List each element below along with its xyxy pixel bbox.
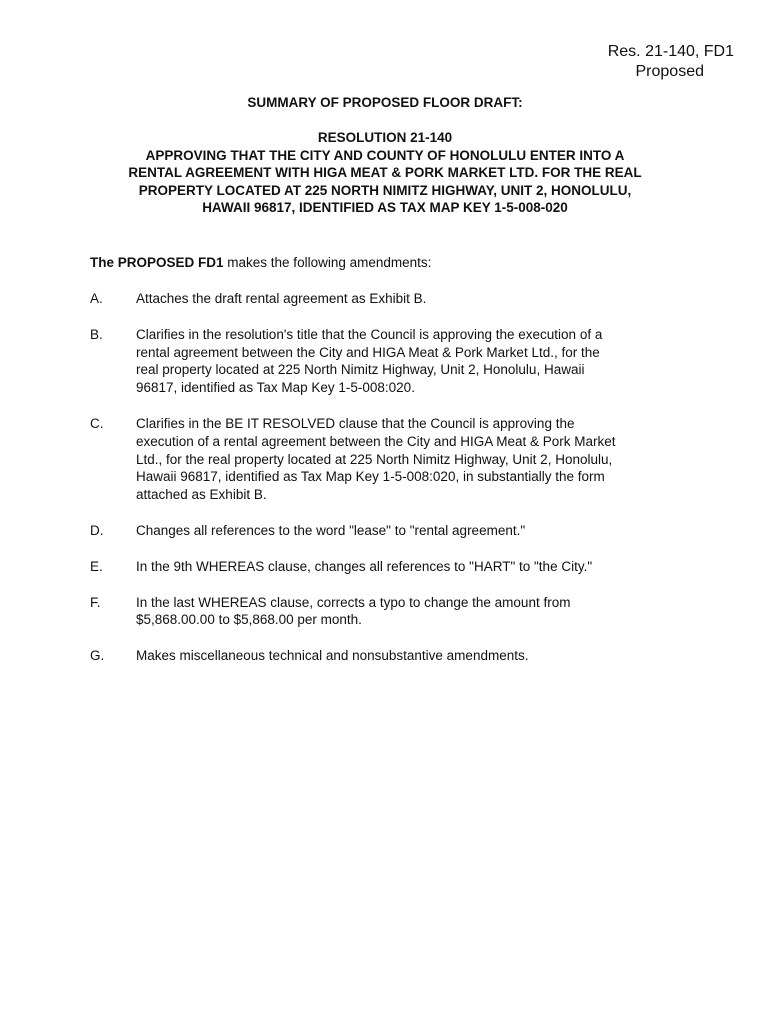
amendment-letter: C. <box>90 415 104 431</box>
reference-status: Proposed <box>635 63 704 80</box>
amendment-text-line: execution of a rental agreement between the City and HIGA Meat & Pork Market <box>136 433 616 449</box>
amendment-text <box>136 558 680 576</box>
summary-title: SUMMARY OF PROPOSED FLOOR DRAFT: <box>247 95 523 110</box>
resolution-title-line: PROPERTY LOCATED AT 225 NORTH NIMITZ HIGHWAY, UNIT 2, HONOLULU, <box>138 182 632 198</box>
reference-number: Res. 21-140, FD1 <box>607 43 734 60</box>
amendment-item <box>90 326 680 397</box>
resolution-title-line: HAWAII 96817, IDENTIFIED AS TAX MAP KEY 1-5-008-020 <box>202 200 568 215</box>
amendment-text-line: Hawaii 96817, identified as Tax Map Key 1-5-008:020, in substantially the form <box>136 469 605 485</box>
amendment-item <box>90 647 680 665</box>
resolution-title-line: APPROVING THAT THE CITY AND COUNTY OF HONOLULU ENTER INTO A <box>145 147 625 163</box>
amendment-text-line: rental agreement between the City and HIGA Meat & Pork Market Ltd., for the <box>136 344 600 360</box>
amendment-text-line: attached as Exhibit B. <box>136 487 267 503</box>
amendment-text <box>136 522 680 540</box>
amendment-text-line: Clarifies in the resolution's title that the Council is approving the execution of a <box>136 326 603 342</box>
amendment-text-line: 96817, identified as Tax Map Key 1-5-008:020. <box>136 380 415 396</box>
resolution-number: RESOLUTION 21-140 <box>317 130 453 145</box>
resolution-title-line: RENTAL AGREEMENT WITH HIGA MEAT & PORK MARKET LTD. FOR THE REAL <box>128 165 642 180</box>
amendment-text-line: Makes miscellaneous technical and nonsubstantive amendments. <box>136 648 529 664</box>
amendment-list <box>90 290 680 683</box>
amendment-text-line: Clarifies in the BE IT RESOLVED clause that the Council is approving the <box>136 415 575 431</box>
amendment-text-line: Attaches the draft rental agreement as Exhibit B. <box>136 291 427 306</box>
amendment-text <box>136 290 680 308</box>
amendment-letter: F. <box>90 594 101 610</box>
amendment-text <box>136 594 680 630</box>
amendment-letter: E. <box>90 558 103 574</box>
amendment-item <box>90 558 680 576</box>
amendment-letter: B. <box>90 326 103 342</box>
amendment-text-line: $5,868.00.00 to $5,868.00 per month. <box>136 612 362 628</box>
amendment-text-line: real property located at 225 North Nimitz Highway, Unit 2, Honolulu, Hawaii <box>136 362 585 378</box>
amendment-text <box>136 647 680 665</box>
amendment-item <box>90 522 680 540</box>
amendment-text <box>136 326 680 397</box>
resolution-reference <box>534 42 734 82</box>
amendment-letter: D. <box>90 522 104 538</box>
amendment-item <box>90 415 680 504</box>
intro-text: makes the following amendments: <box>223 255 432 270</box>
amendment-text <box>136 415 680 504</box>
amendment-item <box>90 290 680 308</box>
intro-paragraph <box>90 255 690 270</box>
amendment-text-line: Ltd., for the real property located at 225 North Nimitz Highway, Unit 2, Honolulu, <box>136 451 613 467</box>
intro-bold: The PROPOSED FD1 <box>90 255 224 270</box>
amendment-item <box>90 594 680 630</box>
amendment-text-line: In the last WHEREAS clause, corrects a typo to change the amount from <box>136 594 571 610</box>
resolution-heading <box>90 129 680 217</box>
amendment-letter: G. <box>90 648 105 664</box>
amendment-text-line: Changes all references to the word "lease" to "rental agreement." <box>136 522 526 538</box>
amendment-letter: A. <box>90 291 103 306</box>
amendment-text-line: In the 9th WHEREAS clause, changes all references to "HART" to "the City." <box>136 558 593 574</box>
